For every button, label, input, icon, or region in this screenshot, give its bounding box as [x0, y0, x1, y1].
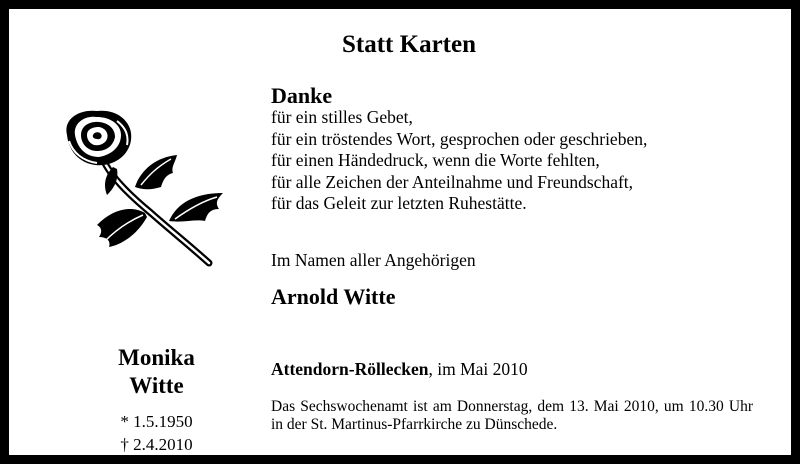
mass-notice: Das Sechswochenamt ist am Donnerstag, dem 13. Mai 2010, um 10.30 Uhr in der St. Martinus-Pfarrkirche zu Dünschede. [271, 398, 753, 433]
signature-intro: Im Namen aller Angehörigen [271, 250, 476, 270]
thanks-lines [271, 107, 647, 215]
place-date [271, 359, 528, 380]
thanks-title: Danke [271, 83, 333, 108]
deceased-block [69, 344, 244, 456]
death-date: † 2.4.2010 [120, 435, 193, 454]
birth-date: * 1.5.1950 [120, 412, 193, 431]
deceased-last-name: Witte [129, 373, 184, 398]
deceased-first-name: Monika [118, 345, 195, 370]
rose-icon [57, 105, 227, 270]
date-text: , im Mai 2010 [428, 359, 528, 379]
card-heading: Statt Karten [342, 31, 476, 58]
thanks-line: für alle Zeichen der Anteilnahme und Freundschaft, [271, 171, 634, 192]
thanks-line: für ein tröstendes Wort, gesprochen oder geschrieben, [271, 128, 648, 149]
thanks-line: für einen Händedruck, wenn die Worte fehlten, [271, 150, 600, 170]
signature-name: Arnold Witte [271, 284, 396, 309]
place-name: Attendorn-Röllecken [271, 359, 429, 379]
thanks-line: für ein stilles Gebet, [271, 107, 413, 127]
thanks-line: für das Geleit zur letzten Ruhestätte. [271, 193, 527, 213]
life-dates [69, 410, 244, 456]
